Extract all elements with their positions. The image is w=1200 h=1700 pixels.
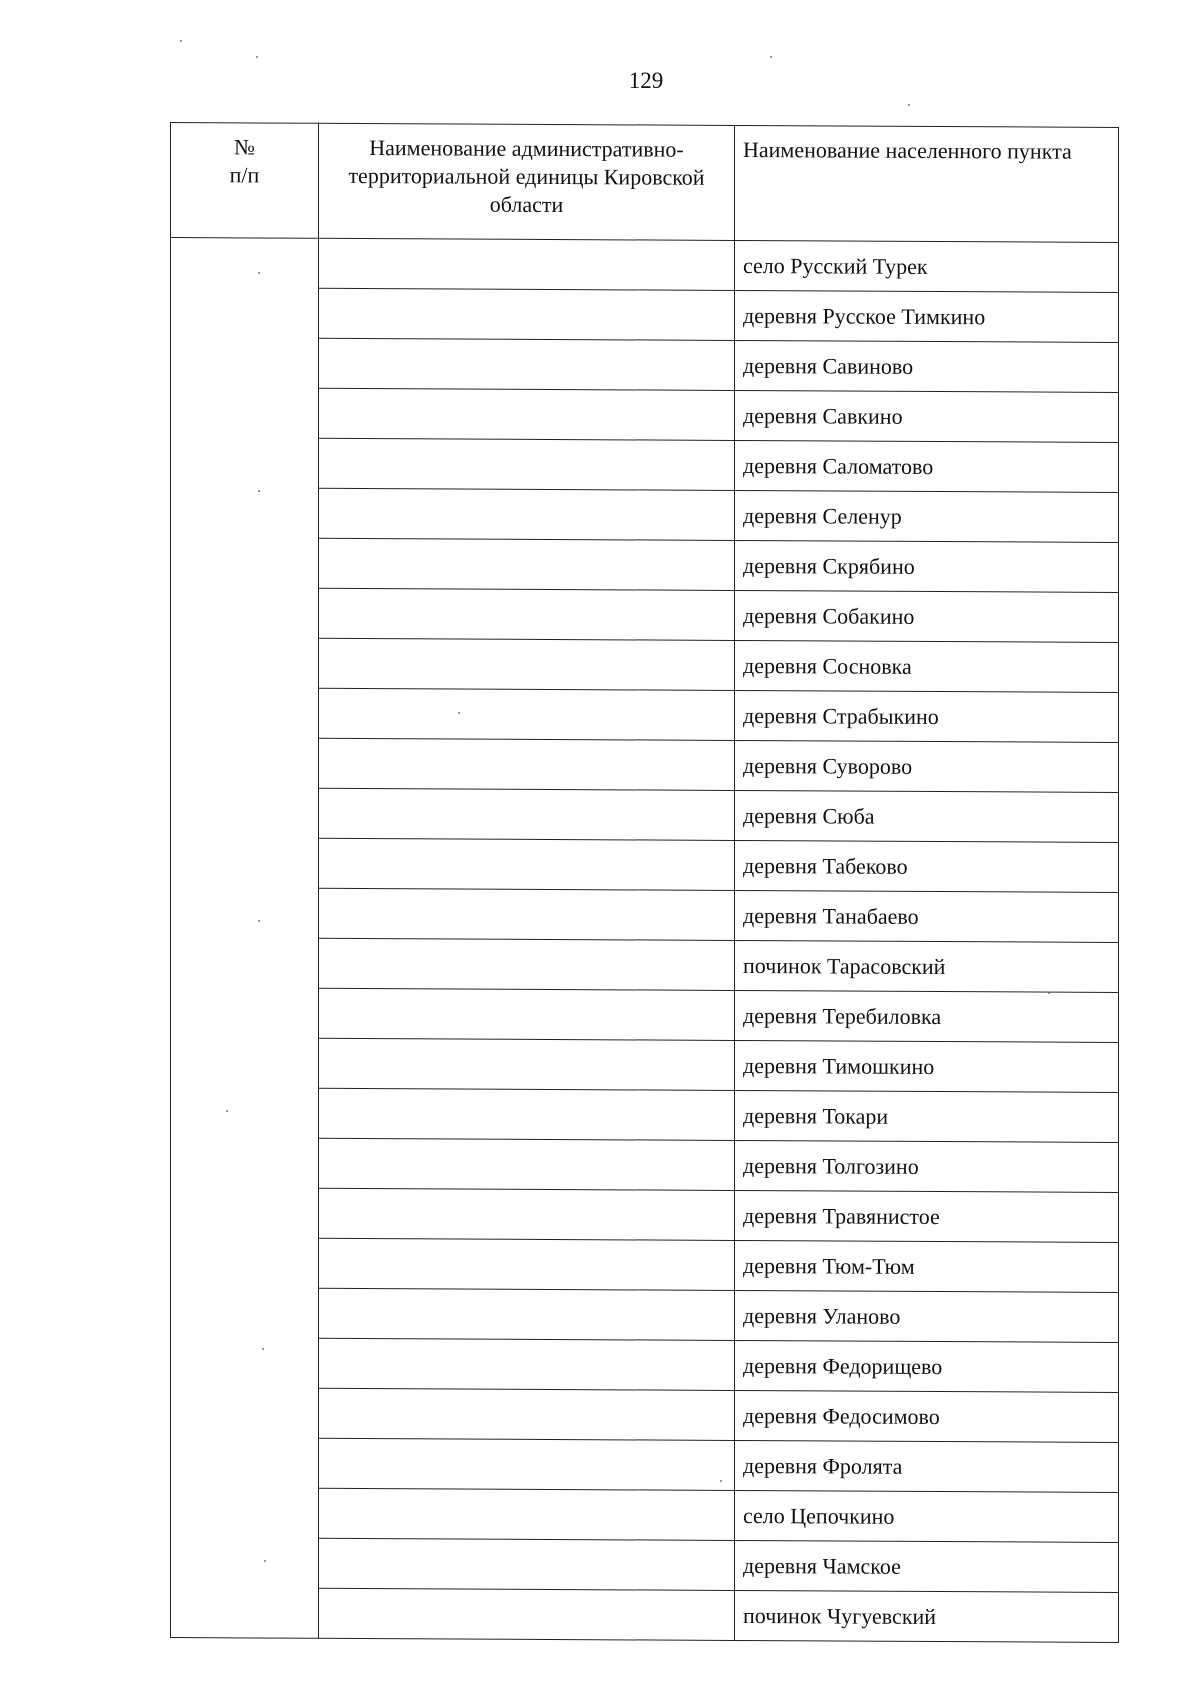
cell-settlement-name: деревня Танабаево	[735, 890, 1119, 942]
cell-admin-unit	[319, 1388, 735, 1440]
scan-speck	[258, 272, 260, 274]
table-body	[171, 238, 1119, 1643]
cell-settlement-name: деревня Теребиловка	[735, 990, 1119, 1042]
cell-num	[171, 988, 319, 1039]
cell-admin-unit	[319, 538, 735, 590]
cell-admin-unit	[319, 1088, 735, 1140]
cell-settlement-name: деревня Федосимово	[735, 1390, 1119, 1442]
table-row	[171, 688, 1119, 743]
cell-num	[171, 1188, 319, 1239]
table-row	[171, 1088, 1119, 1143]
cell-num	[171, 1238, 319, 1289]
cell-num	[171, 338, 319, 389]
cell-num	[171, 1038, 319, 1089]
table-row	[171, 738, 1119, 793]
cell-num	[171, 1588, 319, 1639]
cell-num	[171, 1388, 319, 1439]
cell-admin-unit	[319, 1488, 735, 1540]
cell-settlement-name: деревня Тимошкино	[735, 1040, 1119, 1092]
cell-num	[171, 888, 319, 939]
cell-admin-unit	[319, 888, 735, 940]
cell-admin-unit	[319, 288, 735, 340]
table-row	[171, 938, 1119, 993]
cell-settlement-name: село Цепочкино	[735, 1490, 1119, 1542]
cell-settlement-name: деревня Чамское	[735, 1540, 1119, 1592]
scan-speck	[908, 104, 910, 106]
table-row	[171, 988, 1119, 1043]
table-row	[171, 1488, 1119, 1543]
table-row	[171, 838, 1119, 893]
cell-settlement-name: деревня Сосновка	[735, 640, 1119, 692]
scan-speck	[458, 712, 460, 714]
cell-num	[171, 488, 319, 539]
settlements-table	[170, 122, 1119, 1643]
table-row	[171, 1388, 1119, 1443]
cell-num	[171, 238, 319, 289]
cell-settlement-name: село Русский Турек	[735, 240, 1119, 292]
cell-settlement-name: деревня Скрябино	[735, 540, 1119, 592]
cell-num	[171, 1438, 319, 1489]
cell-num	[171, 1088, 319, 1139]
cell-settlement-name: деревня Страбыкино	[735, 690, 1119, 742]
cell-num	[171, 1338, 319, 1389]
table-row	[171, 1588, 1119, 1643]
table-row	[171, 1038, 1119, 1093]
cell-num	[171, 638, 319, 689]
scan-speck	[180, 40, 182, 42]
scan-speck	[264, 1560, 266, 1562]
cell-settlement-name: починок Чугуевский	[735, 1590, 1119, 1642]
table-row	[171, 888, 1119, 943]
scan-speck	[720, 1480, 722, 1482]
page-number: 129	[628, 68, 664, 93]
cell-num	[171, 788, 319, 839]
table-header-row	[171, 123, 1119, 243]
settlements-table-container	[170, 122, 1118, 1638]
cell-admin-unit	[319, 938, 735, 990]
cell-num	[171, 738, 319, 789]
table-row	[171, 1538, 1119, 1593]
cell-admin-unit	[319, 638, 735, 690]
table-row	[171, 1138, 1119, 1193]
cell-num	[171, 838, 319, 889]
cell-admin-unit	[319, 1338, 735, 1390]
cell-admin-unit	[319, 488, 735, 540]
cell-admin-unit	[319, 338, 735, 390]
cell-num	[171, 688, 319, 739]
table-row	[171, 1288, 1119, 1343]
table-row	[171, 1238, 1119, 1293]
header-settlement: Наименование населенного пункта	[735, 125, 1119, 242]
cell-settlement-name: деревня Тюм-Тюм	[735, 1240, 1119, 1292]
cell-settlement-name: деревня Федорищево	[735, 1340, 1119, 1392]
cell-admin-unit	[319, 1538, 735, 1590]
cell-num	[171, 1288, 319, 1339]
cell-settlement-name: деревня Русское Тимкино	[735, 290, 1119, 342]
cell-settlement-name: починок Тарасовский	[735, 940, 1119, 992]
scan-speck	[262, 1348, 264, 1350]
cell-admin-unit	[319, 838, 735, 890]
cell-settlement-name: деревня Собакино	[735, 590, 1119, 642]
cell-num	[171, 388, 319, 439]
cell-settlement-name: деревня Толгозино	[735, 1140, 1119, 1192]
header-admin-unit: Наименование административно-территориальной единицы Кировской области	[319, 123, 735, 240]
cell-settlement-name: деревня Селенур	[735, 490, 1119, 542]
cell-num	[171, 588, 319, 639]
scan-speck	[226, 1110, 228, 1112]
cell-admin-unit	[319, 588, 735, 640]
table-row	[171, 788, 1119, 843]
cell-num	[171, 538, 319, 589]
table-row	[171, 588, 1119, 643]
cell-admin-unit	[319, 788, 735, 840]
table-row	[171, 338, 1119, 393]
cell-admin-unit	[319, 238, 735, 290]
cell-num	[171, 288, 319, 339]
cell-admin-unit	[319, 1238, 735, 1290]
cell-settlement-name: деревня Травянистое	[735, 1190, 1119, 1242]
cell-admin-unit	[319, 1138, 735, 1190]
table-row	[171, 438, 1119, 493]
table-row	[171, 638, 1119, 693]
cell-admin-unit	[319, 1188, 735, 1240]
table-row	[171, 1438, 1119, 1493]
cell-settlement-name: деревня Фролята	[735, 1440, 1119, 1492]
cell-settlement-name: деревня Уланово	[735, 1290, 1119, 1342]
table-row	[171, 288, 1119, 343]
cell-admin-unit	[319, 1038, 735, 1090]
cell-admin-unit	[319, 688, 735, 740]
scan-speck	[258, 920, 260, 922]
cell-settlement-name: деревня Савкино	[735, 390, 1119, 442]
cell-num	[171, 438, 319, 489]
cell-admin-unit	[319, 388, 735, 440]
cell-admin-unit	[319, 438, 735, 490]
table-row	[171, 388, 1119, 443]
cell-admin-unit	[319, 1288, 735, 1340]
cell-num	[171, 938, 319, 989]
cell-num	[171, 1138, 319, 1189]
cell-num	[171, 1488, 319, 1539]
cell-settlement-name: деревня Табеково	[735, 840, 1119, 892]
cell-settlement-name: деревня Сюба	[735, 790, 1119, 842]
cell-settlement-name: деревня Саломатово	[735, 440, 1119, 492]
cell-admin-unit	[319, 738, 735, 790]
scan-speck	[770, 56, 772, 58]
cell-admin-unit	[319, 988, 735, 1040]
cell-settlement-name: деревня Савиново	[735, 340, 1119, 392]
table-row	[171, 238, 1119, 293]
scan-speck	[1048, 992, 1050, 994]
cell-settlement-name: деревня Токари	[735, 1090, 1119, 1142]
cell-admin-unit	[319, 1588, 735, 1640]
scan-speck	[256, 56, 258, 58]
cell-settlement-name: деревня Суворово	[735, 740, 1119, 792]
cell-admin-unit	[319, 1438, 735, 1490]
header-num: № п/п	[171, 123, 319, 239]
table-row	[171, 1188, 1119, 1243]
table-row	[171, 488, 1119, 543]
table-row	[171, 538, 1119, 593]
table-row	[171, 1338, 1119, 1393]
cell-num	[171, 1538, 319, 1589]
scan-speck	[258, 490, 260, 492]
